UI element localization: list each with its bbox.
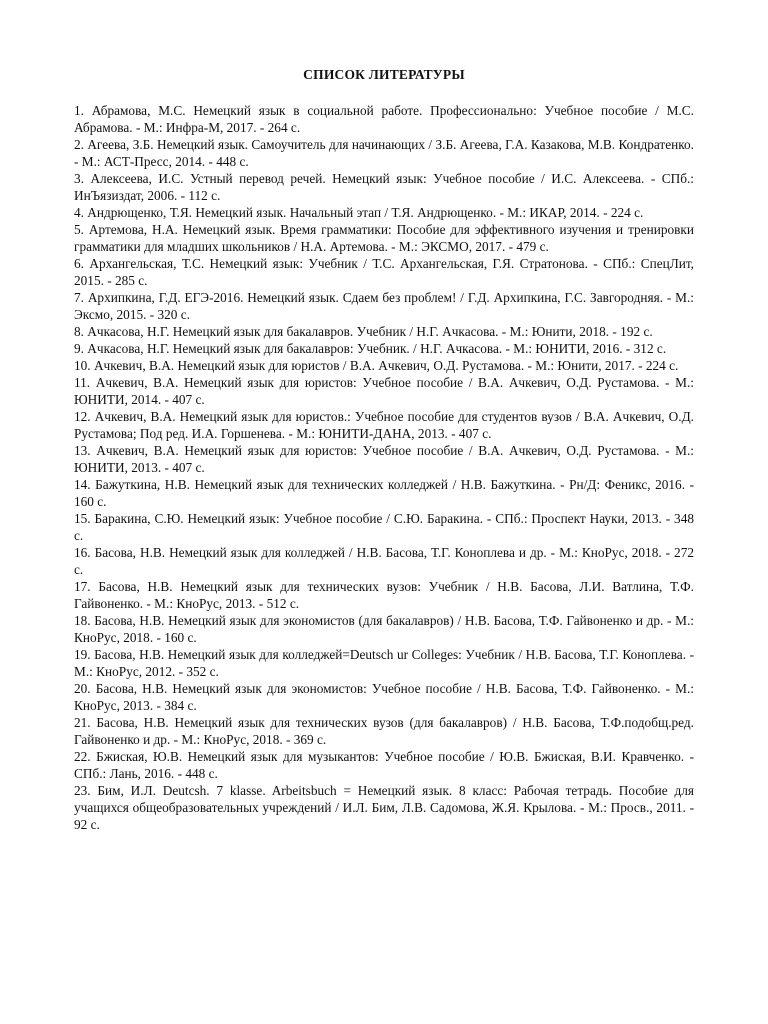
reference-entry: 17. Басова, Н.В. Немецкий язык для технических вузов: Учебник / Н.В. Басова, Л.И. Ватлина, Т.Ф. Гайвоненко. - М.: КноРус, 2013. - 512 c. — [74, 579, 694, 611]
reference-entry: 12. Ачкевич, В.А. Немецкий язык для юристов.: Учебное пособие для студентов вузов / В.А. Ачкевич, О.Д. Рустамова; Под ред. И.А. Горшенева. - М.: ЮНИТИ-ДАНА, 2013. - 407 c. — [74, 409, 694, 441]
reference-entry: 16. Басова, Н.В. Немецкий язык для колледжей / Н.В. Басова, Т.Г. Коноплева и др. - М.: КноРус, 2018. - 272 c. — [74, 545, 694, 577]
reference-entry: 19. Басова, Н.В. Немецкий язык для колледжей=Deutsch ur Colleges: Учебник / Н.В. Басова, Т.Г. Коноплева. - М.: КноРус, 2012. - 352 c. — [74, 647, 694, 679]
reference-entry: 21. Басова, Н.В. Немецкий язык для технических вузов (для бакалавров) / Н.В. Басова, Т.Ф.подобщ.ред. Гайвоненко и др. - М.: КноРус, 2018. - 369 c. — [74, 715, 694, 747]
reference-entry: 22. Бжиская, Ю.В. Немецкий язык для музыкантов: Учебное пособие / Ю.В. Бжиская, В.И. Кравченко. - СПб.: Лань, 2016. - 448 c. — [74, 749, 694, 781]
reference-entry: 7. Архипкина, Г.Д. ЕГЭ-2016. Немецкий язык. Сдаем без проблем! / Г.Д. Архипкина, Г.С. Завгородняя. - М.: Эксмо, 2015. - 320 c. — [74, 290, 694, 322]
reference-entry: 6. Архангельская, Т.С. Немецкий язык: Учебник / Т.С. Архангельская, Г.Я. Стратонова. - СПб.: СпецЛит, 2015. - 285 c. — [74, 256, 694, 288]
reference-entry: 3. Алексеева, И.С. Устный перевод речей. Немецкий язык: Учебное пособие / И.С. Алексеева. - СПб.: ИнЪязиздат, 2006. - 112 c. — [74, 171, 694, 203]
reference-entry: 20. Басова, Н.В. Немецкий язык для экономистов: Учебное пособие / Н.В. Басова, Т.Ф. Гайвоненко. - М.: КноРус, 2013. - 384 c. — [74, 681, 694, 713]
reference-entry: 23. Бим, И.Л. Deutcsh. 7 klasse. Arbeitsbuch = Немецкий язык. 8 класс: Рабочая тетрадь. Пособие для учащихся общеобразовательных учреждений / И.Л. Бим, Л.В. Садомова, Ж.Я. Крылова. - М.: Просв., 2011. - 92 c. — [74, 783, 694, 832]
reference-entry: 13. Ачкевич, В.А. Немецкий язык для юристов: Учебное пособие / В.А. Ачкевич, О.Д. Рустамова. - М.: ЮНИТИ, 2013. - 407 c. — [74, 443, 694, 475]
reference-entry: 1. Абрамова, М.С. Немецкий язык в социальной работе. Профессионально: Учебное пособие / М.С. Абрамова. - М.: Инфра-М, 2017. - 264 c. — [74, 103, 694, 135]
reference-entry: 18. Басова, Н.В. Немецкий язык для экономистов (для бакалавров) / Н.В. Басова, Т.Ф. Гайвоненко и др. - М.: КноРус, 2018. - 160 c. — [74, 613, 694, 645]
reference-entry: 5. Артемова, Н.А. Немецкий язык. Время грамматики: Пособие для эффективного изучения и тренировки грамматики для младших школьников / Н.А. Артемова. - М.: ЭКСМО, 2017. - 479 c. — [74, 222, 694, 254]
reference-entry: 11. Ачкевич, В.А. Немецкий язык для юристов: Учебное пособие / В.А. Ачкевич, О.Д. Рустамова. - М.: ЮНИТИ, 2014. - 407 c. — [74, 375, 694, 407]
reference-entry: 15. Баракина, С.Ю. Немецкий язык: Учебное пособие / С.Ю. Баракина. - СПб.: Проспект Науки, 2013. - 348 c. — [74, 511, 694, 543]
reference-entry: 8. Ачкасова, Н.Г. Немецкий язык для бакалавров. Учебник / Н.Г. Ачкасова. - М.: Юнити, 2018. - 192 c. — [74, 324, 653, 339]
reference-entry: 4. Андрющенко, Т.Я. Немецкий язык. Начальный этап / Т.Я. Андрющенко. - М.: ИКАР, 2014. - 224 c. — [74, 205, 644, 220]
reference-entry: 2. Агеева, З.Б. Немецкий язык. Самоучитель для начинающих / З.Б. Агеева, Г.А. Казакова, М.В. Кондратенко. - М.: АСТ-Пресс, 2014. - 448 c. — [74, 137, 694, 169]
reference-entry: 9. Ачкасова, Н.Г. Немецкий язык для бакалавров: Учебник. / Н.Г. Ачкасова. - М.: ЮНИТИ, 2016. - 312 c. — [74, 341, 667, 356]
page-title: СПИСОК ЛИТЕРАТУРЫ — [303, 67, 465, 82]
reference-entry: 14. Бажуткина, Н.В. Немецкий язык для технических колледжей / Н.В. Бажуткина. - Рн/Д: Феникс, 2016. - 160 c. — [74, 477, 694, 509]
reference-entry: 10. Ачкевич, В.А. Немецкий язык для юристов / В.А. Ачкевич, О.Д. Рустамова. - М.: Юнити, 2017. - 224 c. — [74, 358, 679, 373]
reference-list — [74, 102, 694, 833]
